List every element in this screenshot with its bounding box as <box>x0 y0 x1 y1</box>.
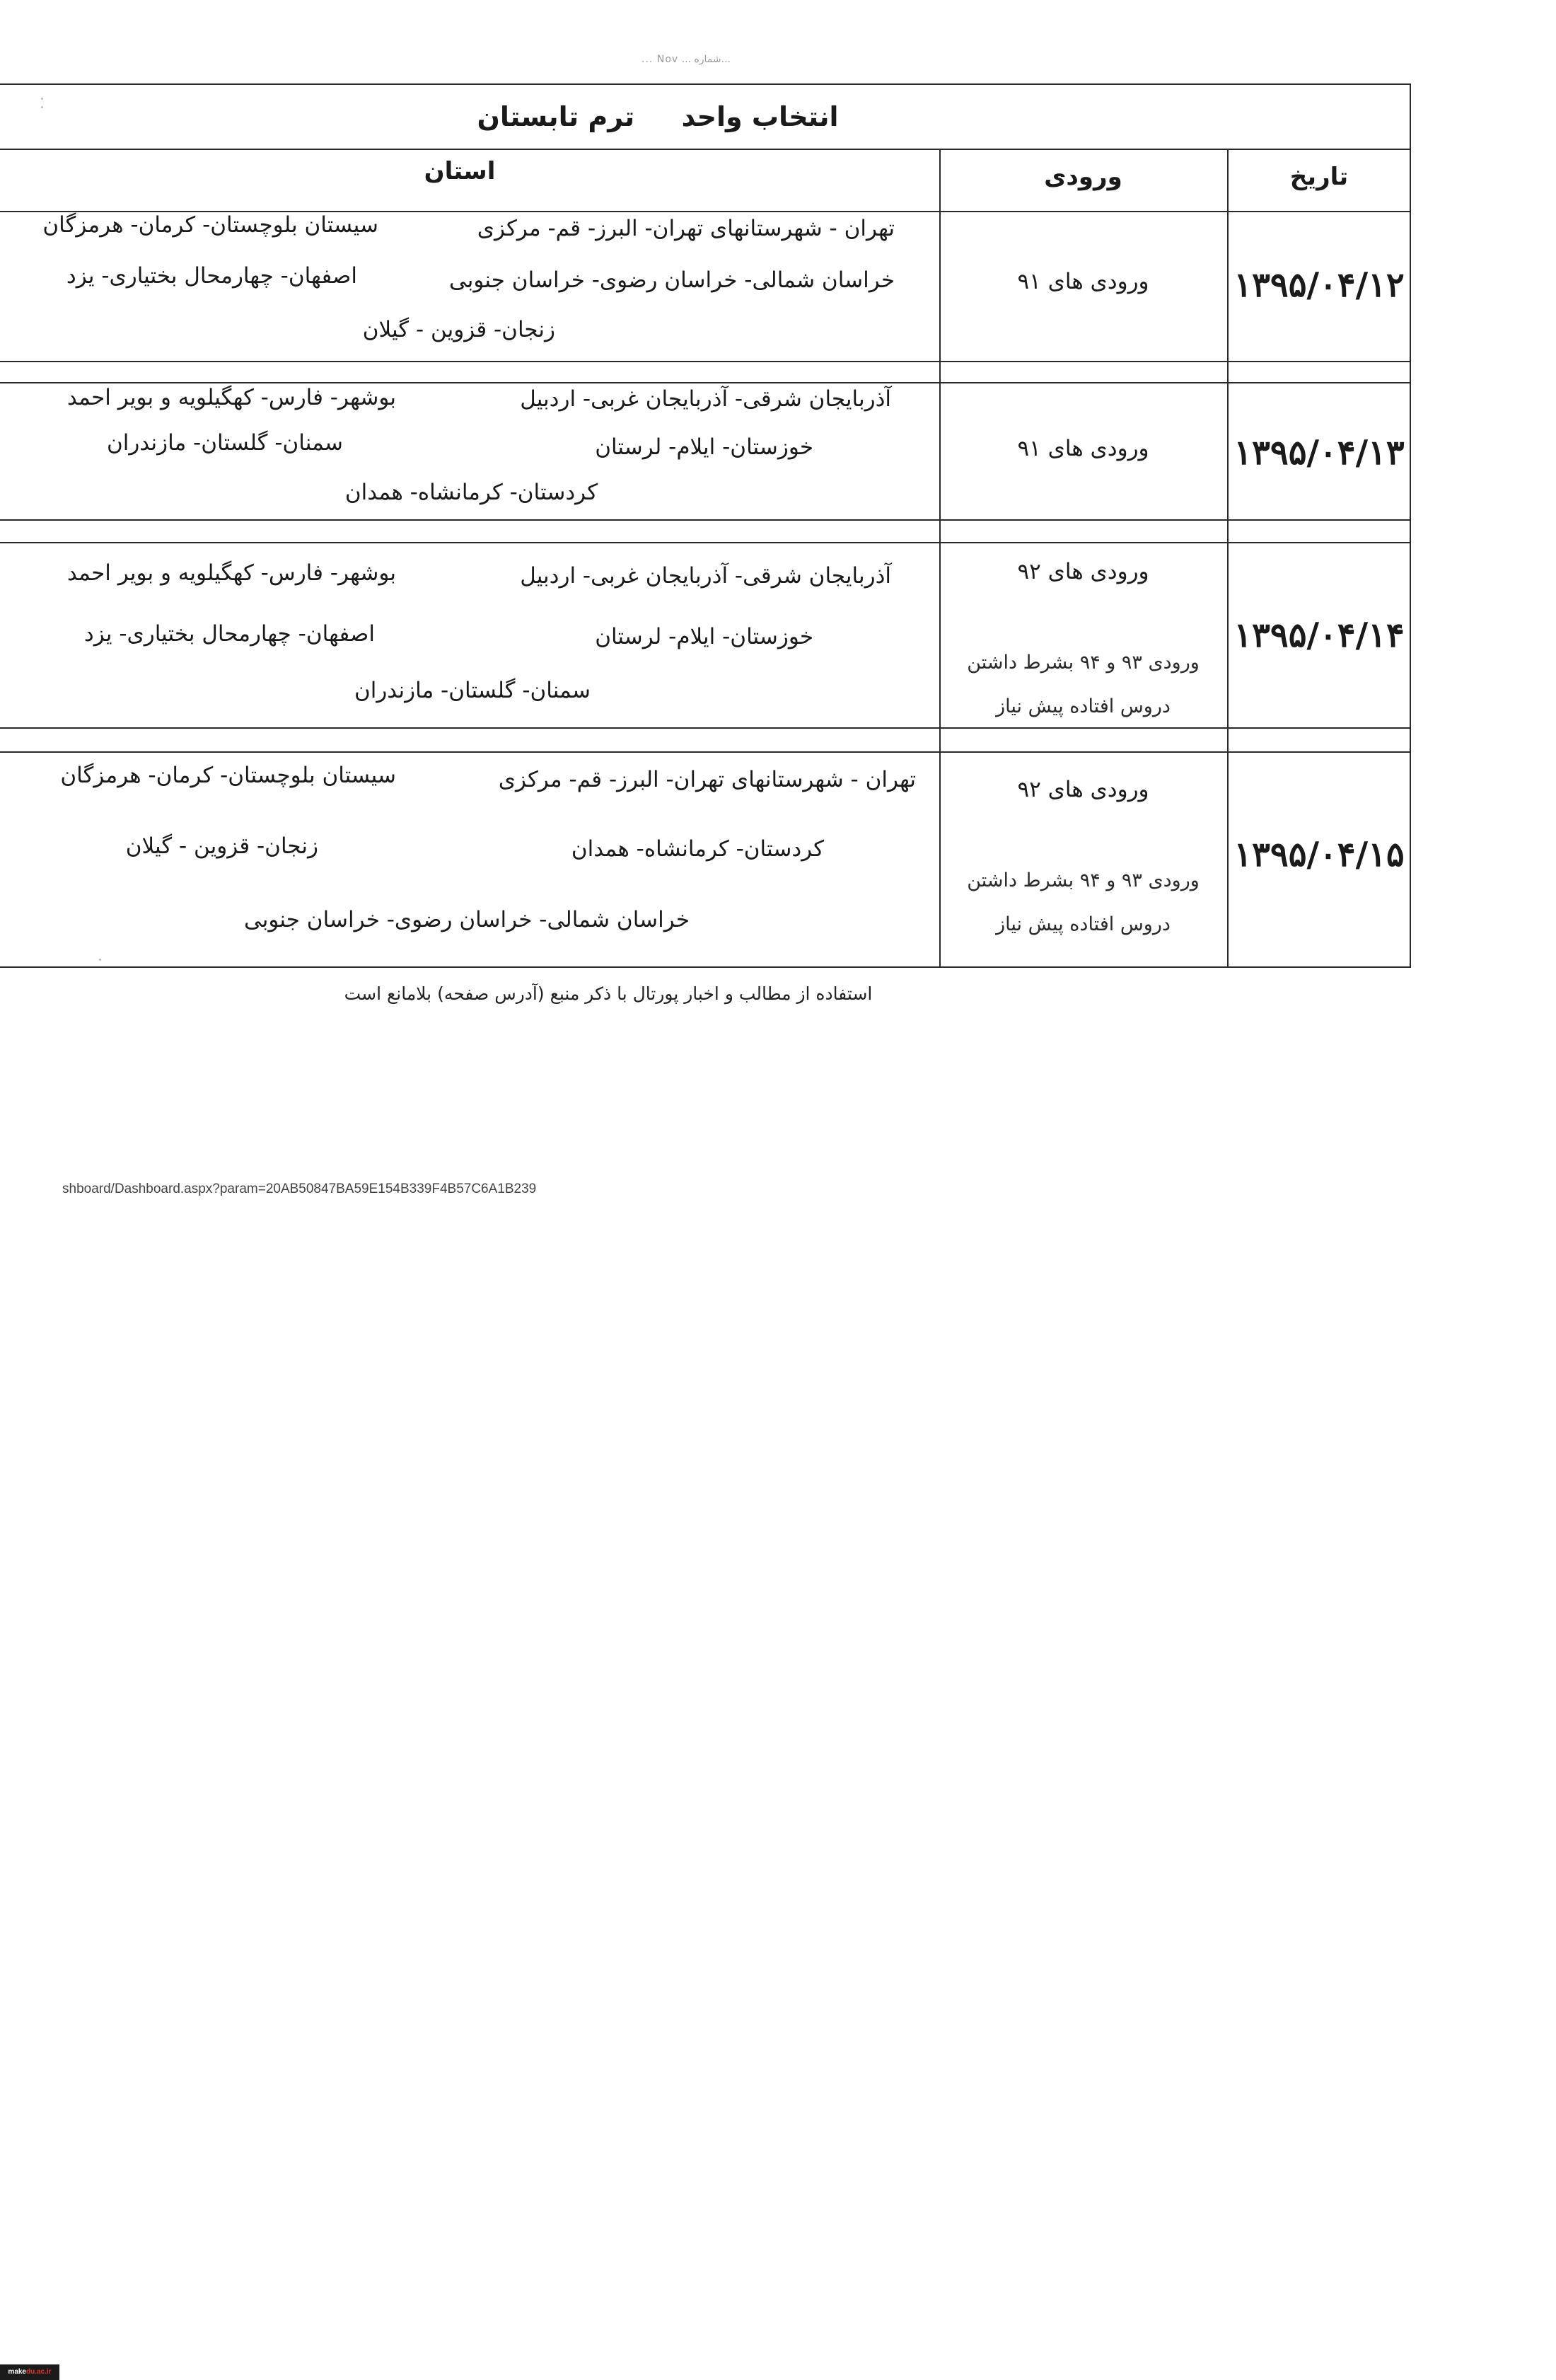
province-line: سیستان بلوچستان- کرمان- هرمزگان <box>42 212 378 238</box>
title-part-1: انتخاب واحد <box>681 101 839 132</box>
row-date: ۱۳۹۵/۰۴/۱۵ <box>1233 835 1405 874</box>
row3-top <box>0 542 1411 543</box>
province-line: تهران - شهرستانهای تهران- البرز- قم- مرکزی <box>498 767 916 792</box>
title-divider <box>0 149 1411 150</box>
row-entry: ورودی های ۹۱ <box>1017 436 1149 461</box>
scan-artifact <box>99 959 101 961</box>
title-part-2: ترم تابستان <box>477 101 635 132</box>
column-header-entry: ورودی <box>1044 163 1122 191</box>
table-border-top <box>0 83 1411 85</box>
row2-bottom <box>0 519 1411 521</box>
page-title <box>410 92 905 141</box>
row-condition-line2: دروس افتاده پیش نیاز <box>996 695 1171 717</box>
row4-top <box>0 751 1411 753</box>
table-border-bottom <box>0 966 1411 968</box>
province-line: کردستان- کرمانشاه- همدان <box>344 480 598 505</box>
province-line: تهران - شهرستانهای تهران- البرز- قم- مرکزی <box>477 216 895 241</box>
province-line: اصفهان- چهارمحال بختیاری- یزد <box>83 621 375 647</box>
row2-top <box>0 382 1411 383</box>
row-entry: ورودی های ۹۲ <box>1017 559 1149 584</box>
province-line: سیستان بلوچستان- کرمان- هرمزگان <box>60 763 396 788</box>
row-condition-line2: دروس افتاده پیش نیاز <box>996 913 1171 935</box>
province-line: اصفهان- چهارمحال بختیاری- یزد <box>66 263 357 289</box>
province-line: بوشهر- فارس- کهگیلویه و بویر احمد <box>66 560 396 586</box>
province-line: آذربایجان شرقی- آذربایجان غربی- اردبیل <box>520 563 891 589</box>
province-line: زنجان- قزوین - گیلان <box>125 833 318 859</box>
row-entry: ورودی های ۹۱ <box>1017 269 1149 294</box>
site-logo <box>0 2364 59 2380</box>
row-entry: ورودی های ۹۲ <box>1017 777 1149 802</box>
province-line: آذربایجان شرقی- آذربایجان غربی- اردبیل <box>520 386 891 412</box>
column-header-date: تاریخ <box>1289 163 1349 191</box>
column-header-province: استان <box>424 157 496 185</box>
logo-text-a: make <box>8 2368 26 2376</box>
province-line: خراسان شمالی- خراسان رضوی- خراسان جنوبی <box>243 907 690 932</box>
scan-artifact <box>41 98 43 100</box>
logo-text-b: du.ac.ir <box>26 2368 52 2376</box>
province-line: سمنان- گلستان- مازندران <box>354 678 591 703</box>
scan-artifact <box>41 106 43 108</box>
row-condition-line1: ورودی ۹۳ و ۹۴ بشرط داشتن <box>967 870 1200 891</box>
province-line: خراسان شمالی- خراسان رضوی- خراسان جنوبی <box>448 267 895 293</box>
row-date: ۱۳۹۵/۰۴/۱۳ <box>1233 433 1405 473</box>
province-line: کردستان- کرمانشاه- همدان <box>571 836 824 862</box>
province-line: زنجان- قزوین - گیلان <box>362 317 555 342</box>
province-line: خوزستان- ایلام- لرستان <box>595 434 813 460</box>
header-scrap-text: ...شماره ... Nov ... <box>641 54 731 65</box>
row-date: ۱۳۹۵/۰۴/۱۲ <box>1233 265 1405 305</box>
row1-bottom <box>0 361 1411 362</box>
row3-bottom <box>0 727 1411 729</box>
row-date: ۱۳۹۵/۰۴/۱۴ <box>1233 616 1405 655</box>
row-condition-line1: ورودی ۹۳ و ۹۴ بشرط داشتن <box>967 652 1200 674</box>
province-line: سمنان- گلستان- مازندران <box>106 430 343 456</box>
province-line: خوزستان- ایلام- لرستان <box>595 624 813 649</box>
footer-note: استفاده از مطالب و اخبار پورتال با ذکر منبع (آدرس صفحه) بلامانع است <box>344 983 873 1004</box>
province-line: بوشهر- فارس- کهگیلویه و بویر احمد <box>66 385 396 410</box>
page-url[interactable]: shboard/Dashboard.aspx?param=20AB50847BA59E154B339F4B57C6A1B239 <box>62 1182 537 1196</box>
